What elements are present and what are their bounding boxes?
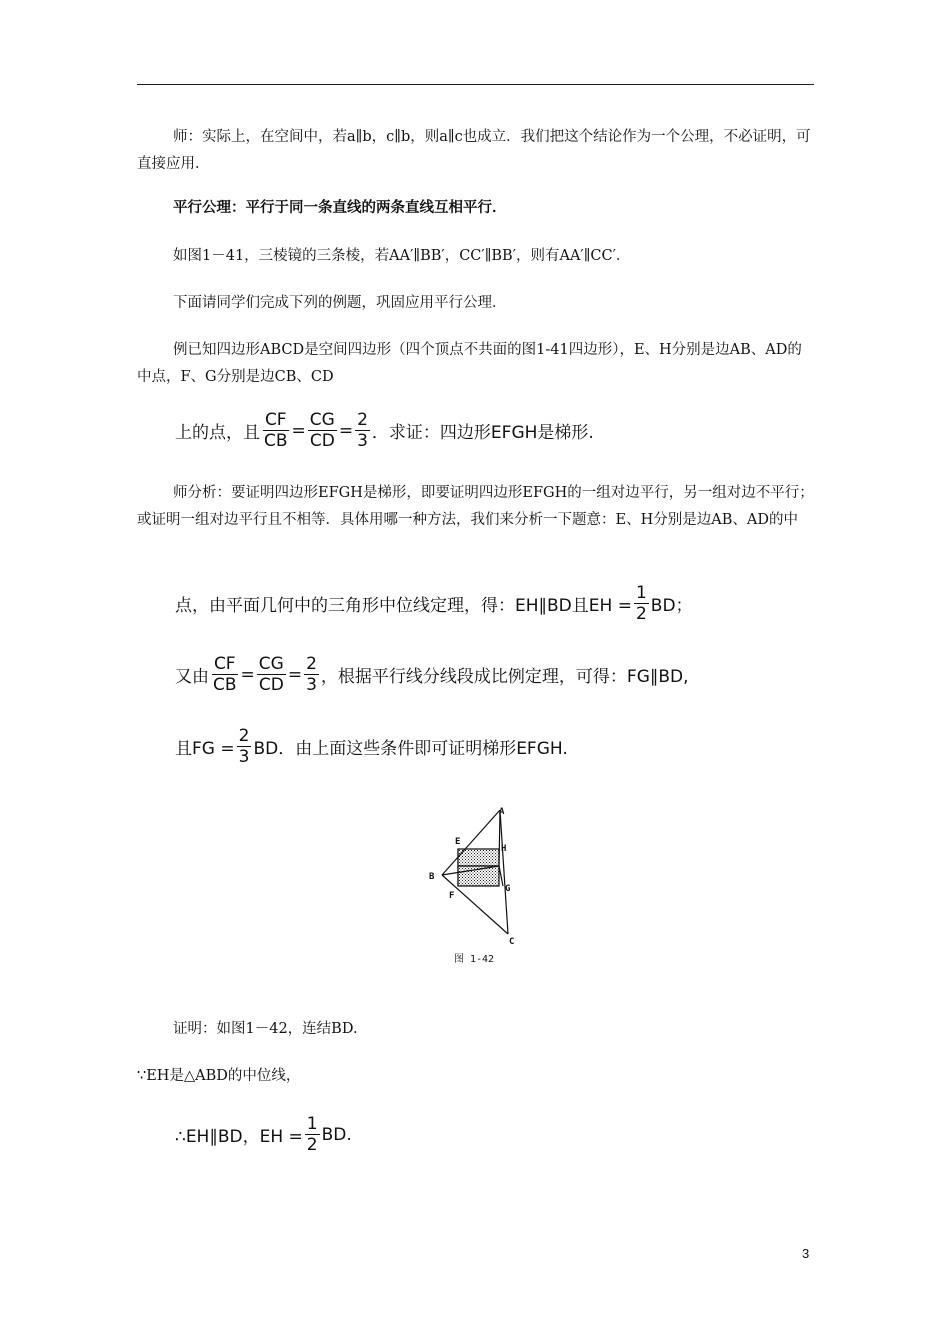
- header-rule: [137, 84, 814, 85]
- fraction-one-half: [305, 1114, 320, 1155]
- equals-sign: =: [291, 420, 306, 441]
- label-f: F: [449, 891, 455, 901]
- teacher-analysis: 师分析：要证明四边形EFGH是梯形，即要证明四边形EFGH的一组对边平行，另一组对边不平行；或证明一组对边平行且不相等．具体用哪一种方法，我们来分析一下题意：E、H分别是边AB、AD的中: [137, 485, 814, 528]
- parallel-axiom: 平行公理：平行于同一条直线的两条直线互相平行．: [173, 200, 507, 216]
- eq1-suffix: ．求证：四边形EFGH是梯形.: [371, 423, 594, 443]
- edge-ac: [500, 810, 511, 934]
- denominator: CD: [258, 675, 284, 695]
- eq2-prefix: 点，由平面几何中的三角形中位线定理，得：EH∥BD且EH =: [175, 596, 632, 616]
- label-g: G: [505, 884, 511, 894]
- fraction-two-thirds: [237, 726, 252, 767]
- denominator: 2: [635, 604, 647, 624]
- fraction-cg-cd: [308, 410, 337, 451]
- label-h: H: [501, 844, 507, 854]
- fraction-cf-cb: [262, 410, 290, 451]
- equals-sign: =: [287, 664, 303, 685]
- equation-fg-length: [175, 726, 568, 767]
- equation-therefore: [175, 1114, 352, 1155]
- eq5-prefix: ∴EH∥BD，EH =: [175, 1127, 303, 1147]
- paragraph-instruction: 下面请同学们完成下列的例题，巩固应用平行公理．: [173, 295, 507, 311]
- figure-caption: 图 1-42: [453, 954, 495, 965]
- figure-1-42: [420, 802, 530, 972]
- numerator: 2: [306, 654, 317, 674]
- denominator: 2: [306, 1135, 318, 1155]
- denominator: CB: [264, 431, 288, 451]
- denominator: 3: [306, 675, 317, 695]
- shaded-upper-region: [458, 849, 499, 866]
- numerator: CF: [264, 410, 287, 430]
- fraction-two-thirds: [304, 654, 319, 695]
- label-a: A: [499, 807, 505, 817]
- eq4-prefix: 且FG =: [175, 739, 235, 759]
- label-e: E: [455, 837, 461, 847]
- numerator: 1: [306, 1114, 318, 1134]
- edge-dg: [499, 866, 503, 886]
- proof-because: ∵EH是△ABD的中位线，: [137, 1068, 301, 1084]
- numerator: CF: [213, 654, 236, 674]
- fraction-two-thirds: [355, 410, 370, 451]
- page-number: 3: [802, 1246, 810, 1261]
- eq3-prefix: 又由: [175, 667, 209, 687]
- eq4-suffix: BD．由上面这些条件即可证明梯形EFGH.: [253, 739, 568, 759]
- figure-lines: [442, 810, 511, 934]
- equation-given-ratio: [175, 410, 594, 451]
- edge-ad: [499, 810, 500, 866]
- label-b: B: [429, 872, 435, 882]
- denominator: CB: [213, 675, 237, 695]
- numerator: CG: [258, 654, 284, 674]
- numerator: 2: [357, 410, 368, 430]
- equals-sign: =: [338, 420, 354, 441]
- numerator: 1: [635, 583, 647, 603]
- eq3-suffix: ，根据平行线分线段成比例定理，可得：FG∥BD,: [320, 667, 689, 687]
- equals-sign: =: [240, 664, 255, 685]
- paragraph-teacher-intro: 师：实际上，在空间中，若a∥b，c∥b，则a∥c也成立．我们把这个结论作为一个公理，不必证明，可直接应用．: [137, 129, 811, 172]
- denominator: CD: [309, 431, 335, 451]
- eq2-suffix: BD；: [650, 596, 693, 616]
- denominator: 3: [357, 431, 368, 451]
- paragraph-prism-example: 如图1－41，三棱镜的三条棱，若AA′∥BB′，CC′∥BB′，则有AA′∥CC′．: [173, 248, 631, 264]
- fraction-cf-cb: [211, 654, 239, 695]
- numerator: CG: [309, 410, 335, 430]
- equation-proportional: [175, 654, 689, 695]
- equation-midline: [175, 583, 693, 624]
- proof-start: 证明：如图1－42，连结BD.: [173, 1021, 358, 1037]
- fraction-one-half: [634, 583, 649, 624]
- fraction-cg-cd: [257, 654, 286, 695]
- eq1-prefix: 上的点，且: [175, 423, 260, 443]
- numerator: 2: [238, 726, 250, 746]
- eq5-suffix: BD.: [321, 1124, 352, 1145]
- label-c: C: [509, 937, 515, 947]
- denominator: 3: [238, 747, 250, 767]
- example-problem: 例已知四边形ABCD是空间四边形（四个顶点不共面的图1-41四边形），E、H分别是边AB、AD的中点，F、G分别是边CB、CD: [137, 342, 802, 385]
